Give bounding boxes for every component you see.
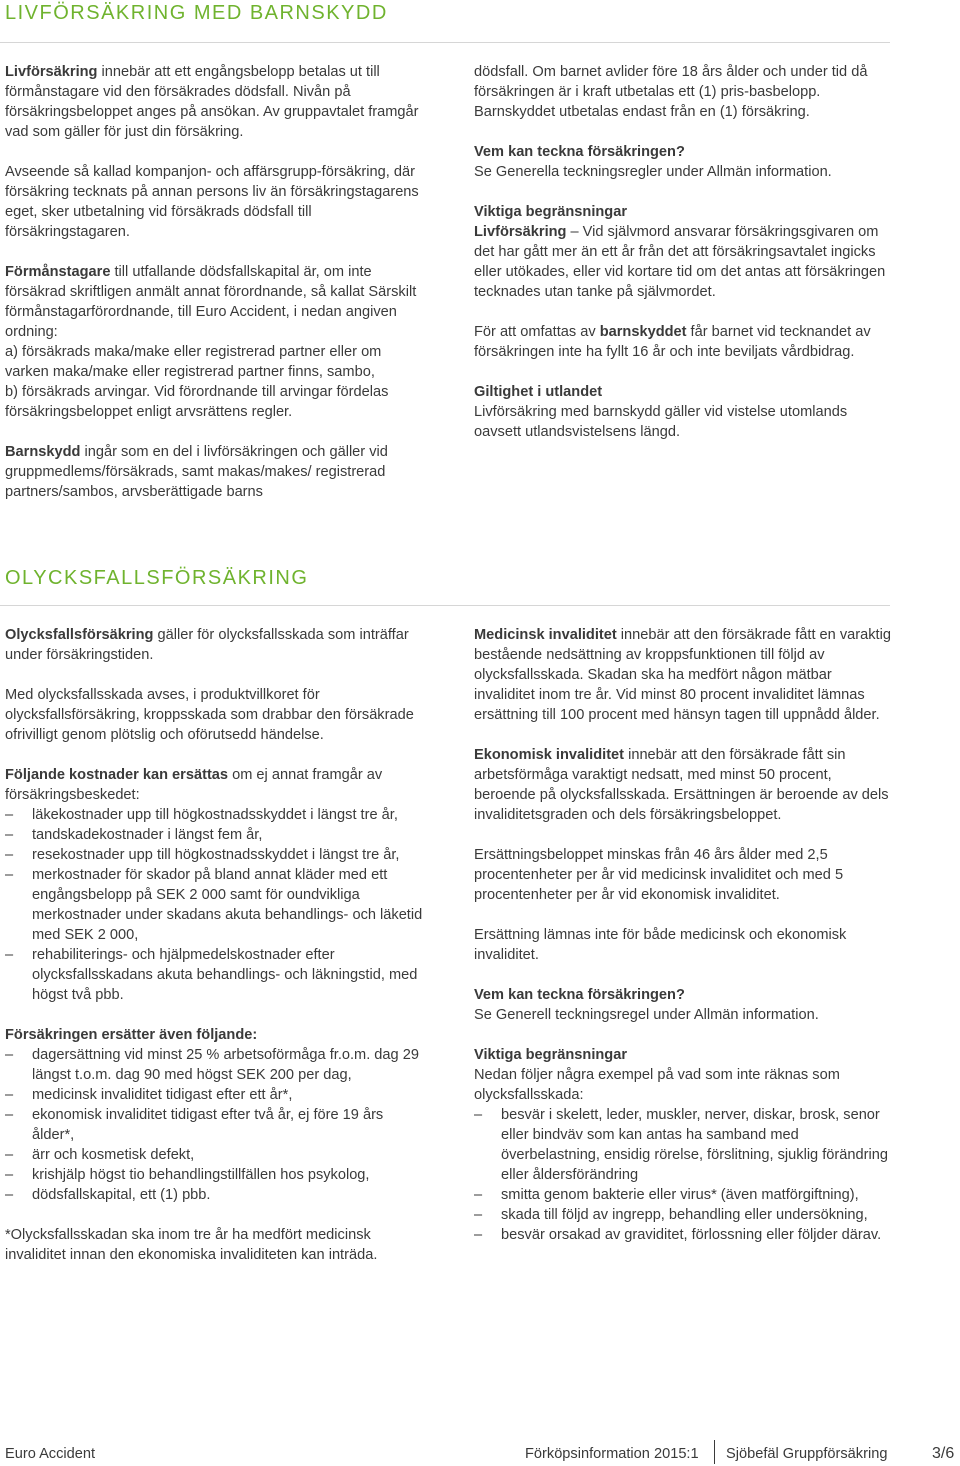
beneficiary-order-a: a) försäkrads maka/make eller registrerad partner eller om varken maka/make eller registrerad partner finns, sambo, bbox=[5, 344, 382, 380]
costs-list bbox=[5, 805, 425, 1005]
who-can-apply-heading: Vem kan teckna försäkringen? bbox=[474, 987, 685, 1003]
accident-left-column bbox=[5, 625, 425, 1285]
section-title-life: LIVFÖRSÄKRING MED BARNSKYDD bbox=[5, 2, 388, 24]
beneficiary-order-b: b) försäkrads arvingar. Vid förordnande till arvingar fördelas försäkringsbeloppet enligt arvsrättens regler. bbox=[5, 384, 389, 420]
list-item: – dödsfallskapital, ett (1) pbb. bbox=[5, 1185, 425, 1205]
reduction-paragraph: Ersättningsbeloppet minskas från 46 års ålder med 2,5 procentenheter per år vid medicinsk invaliditet och med 5 procentenheter per år vid ekonomisk invaliditet. bbox=[474, 847, 844, 903]
section-divider bbox=[0, 605, 890, 606]
list-item: – merkostnader för skador på bland annat kläder med ett engångsbelopp på SEK 2 000 samt för oundvikliga merkostnader under skadans akuta behandlings- och läketid med SEK 2 000, bbox=[5, 865, 425, 945]
accident-intro-paragraph bbox=[5, 625, 425, 665]
abroad-heading: Giltighet i utlandet bbox=[474, 384, 603, 400]
accident-definition-paragraph: Med olycksfallsskada avses, i produktvillkoret för olycksfallsförsäkring, kroppsskada som drabbar den försäkrade ofrivilligt genom plötslig och oförutsedd händelse. bbox=[5, 687, 414, 743]
life-intro-paragraph bbox=[5, 62, 425, 142]
abroad-text: Livförsäkring med barnskydd gäller vid vistelse utomlands oavsett utlandsvistelsens längd. bbox=[474, 404, 848, 440]
list-item: – krishjälp högst tio behandlingstillfällen hos psykolog, bbox=[5, 1165, 425, 1185]
who-can-apply-text: Se Generell teckningsregel under Allmän information. bbox=[474, 1007, 819, 1023]
beneficiary-paragraph bbox=[5, 262, 425, 422]
also-covers-heading: Försäkringen ersätter även följande: bbox=[5, 1027, 258, 1043]
term-livforsakring: Livförsäkring bbox=[5, 64, 98, 80]
companion-paragraph: Avseende så kallad kompanjon- och affärsgrupp-försäkring, där försäkring tecknats på annan persons liv än försäkringstagarens eget, sker utbetalning vid försäkrads dödsfall till försäkringstagaren. bbox=[5, 164, 419, 240]
child-eligibility-paragraph bbox=[474, 322, 894, 362]
term-ekonomisk-invaliditet: Ekonomisk invaliditet bbox=[474, 747, 625, 763]
economic-disability-text: innebär att den försäkrade fått sin arbetsförmåga varaktigt nedsatt, med minst 50 procent, beroende på olycksfallsskada. Ersättningen är beroende av dels invaliditetsgraden och dels försäkringsbeloppet. bbox=[474, 747, 889, 823]
who-can-apply-heading: Vem kan teckna försäkringen? bbox=[474, 144, 685, 160]
life-intro-text: innebär att ett engångsbelopp betalas ut till förmånstagare vid den försäkrades dödsfall. Nivån på försäkringsbeloppet anges på ansökan. Av gruppavtalet framgår vad som gäller för just din försäkring. bbox=[5, 64, 419, 140]
medical-disability-text: innebär att den försäkrade fått en varaktig bestående nedsättning av kroppsfunktionen till följd av olycksfallsskada. Skadan ska ha medfört någon mätbar invaliditet inom tre år. Vid minst 80 procent invaliditet lämnas ersättning till 100 procent med hänsyn tagen till uppnådd ålder. bbox=[474, 627, 891, 723]
list-item: – medicinsk invaliditet tidigast efter ett år*, bbox=[5, 1085, 425, 1105]
child-eligibility-post: får barnet vid tecknandet av försäkringen inte ha fyllt 16 år och inte beviljats vårdbidrag. bbox=[474, 324, 871, 360]
abroad-block bbox=[474, 382, 894, 442]
who-can-apply-block bbox=[474, 142, 894, 182]
medical-disability-paragraph bbox=[474, 625, 894, 725]
who-can-apply-block bbox=[474, 985, 894, 1025]
list-item: – läkekostnader upp till högkostnadsskyddet i längst tre år, bbox=[5, 805, 425, 825]
list-item: – skada till följd av ingrepp, behandling eller undersökning, bbox=[474, 1205, 894, 1225]
list-item: – smitta genom bakterie eller virus* (även matförgiftning), bbox=[474, 1185, 894, 1205]
term-medicinsk-invaliditet: Medicinsk invaliditet bbox=[474, 627, 617, 643]
footer-product: Sjöbefäl Gruppförsäkring bbox=[726, 1446, 888, 1462]
limitations-list bbox=[474, 1105, 894, 1245]
list-item: – resekostnader upp till högkostnadsskyddet i längst tre år, bbox=[5, 845, 425, 865]
page-number: 3/6 bbox=[932, 1445, 955, 1462]
term-livforsakring-limit: Livförsäkring bbox=[474, 224, 567, 240]
list-item: – dagersättning vid minst 25 % arbetsoförmåga fr.o.m. dag 29 längst t.o.m. dag 90 med högst SEK 200 per dag, bbox=[5, 1045, 425, 1085]
term-olycksfallsforsakring: Olycksfallsförsäkring bbox=[5, 627, 154, 643]
limitations-heading: Viktiga begränsningar bbox=[474, 204, 628, 220]
list-item: – rehabiliterings- och hjälpmedelskostnader efter olycksfallsskadans akuta behandlings- och läkningstid, med högst två pbb. bbox=[5, 945, 425, 1005]
not-both-paragraph: Ersättning lämnas inte för både medicinsk och ekonomisk invaliditet. bbox=[474, 927, 847, 963]
economic-disability-paragraph bbox=[474, 745, 894, 825]
limitations-intro: Nedan följer några exempel på vad som inte räknas som olycksfallsskada: bbox=[474, 1067, 840, 1103]
limitations-text: – Vid självmord ansvarar försäkringsgivaren om det har gått mer än ett år från det att försäkringsavtalet ingicks eller utökades, eller vid kortare tid om det antas att försäkringen tecknades utan tanke på självmordet. bbox=[474, 224, 886, 300]
term-formanstagare: Förmånstagare bbox=[5, 264, 111, 280]
list-item: – ekonomisk invaliditet tidigast efter två år, ej före 19 års ålder*, bbox=[5, 1105, 425, 1145]
list-item: – ärr och kosmetisk defekt, bbox=[5, 1145, 425, 1165]
footnote: *Olycksfallsskadan ska inom tre år ha medfört medicinsk invaliditet innan den ekonomiska invaliditeten kan inträda. bbox=[5, 1227, 378, 1263]
section-title-accident: OLYCKSFALLSFÖRSÄKRING bbox=[5, 567, 309, 589]
limitations-heading: Viktiga begränsningar bbox=[474, 1047, 628, 1063]
also-covers-list bbox=[5, 1045, 425, 1205]
costs-intro-text: om ej annat framgår av försäkringsbeskedet: bbox=[5, 767, 383, 803]
life-left-column bbox=[5, 62, 425, 522]
section-divider bbox=[0, 42, 890, 43]
child-cover-paragraph bbox=[5, 442, 425, 502]
list-item: – besvär i skelett, leder, muskler, nerver, diskar, brosk, senor eller bindväv som kan antas ha samband med överbelastning, ensidig rörelse, förslitning, sjuklig förändring eller åldersförändring bbox=[474, 1105, 894, 1185]
child-eligibility-pre: För att omfattas av bbox=[474, 324, 600, 340]
term-barnskyddet: barnskyddet bbox=[599, 324, 687, 340]
limitations-block bbox=[474, 202, 894, 302]
term-barnskydd: Barnskydd bbox=[5, 444, 81, 460]
child-cover-continued: dödsfall. Om barnet avlider före 18 års ålder och under tid då försäkringen är i kraft utbetalas ett (1) pris-basbelopp. Barnskyddet utbetalas endast från en (1) försäkring. bbox=[474, 64, 868, 120]
list-item: – tandskadekostnader i längst fem år, bbox=[5, 825, 425, 845]
costs-heading: Följande kostnader kan ersättas bbox=[5, 767, 229, 783]
footer-document: Förköpsinformation 2015:1 bbox=[525, 1446, 699, 1462]
who-can-apply-text: Se Generella teckningsregler under Allmän information. bbox=[474, 164, 832, 180]
life-right-column bbox=[474, 62, 894, 462]
beneficiary-text: till utfallande dödsfallskapital är, om inte försäkrad skriftligen anmält annat förordnande, så kallat Särskilt förmånstagarförordnande, till Euro Accident, i nedan angiven ordning: bbox=[5, 264, 417, 340]
child-cover-text: ingår som en del i livförsäkringen och gäller vid gruppmedlems/försäkrads, samt makas/makes/ registrerad partners/sambos, arvsberättigade barns bbox=[5, 444, 388, 500]
footer-company: Euro Accident bbox=[5, 1446, 96, 1462]
accident-right-column bbox=[474, 625, 894, 1265]
costs-intro bbox=[5, 765, 425, 805]
footer-divider bbox=[714, 1440, 715, 1464]
accident-intro-text: gäller för olycksfallsskada som inträffar under försäkringstiden. bbox=[5, 627, 409, 663]
list-item: – besvär orsakad av graviditet, förlossning eller följder därav. bbox=[474, 1225, 894, 1245]
